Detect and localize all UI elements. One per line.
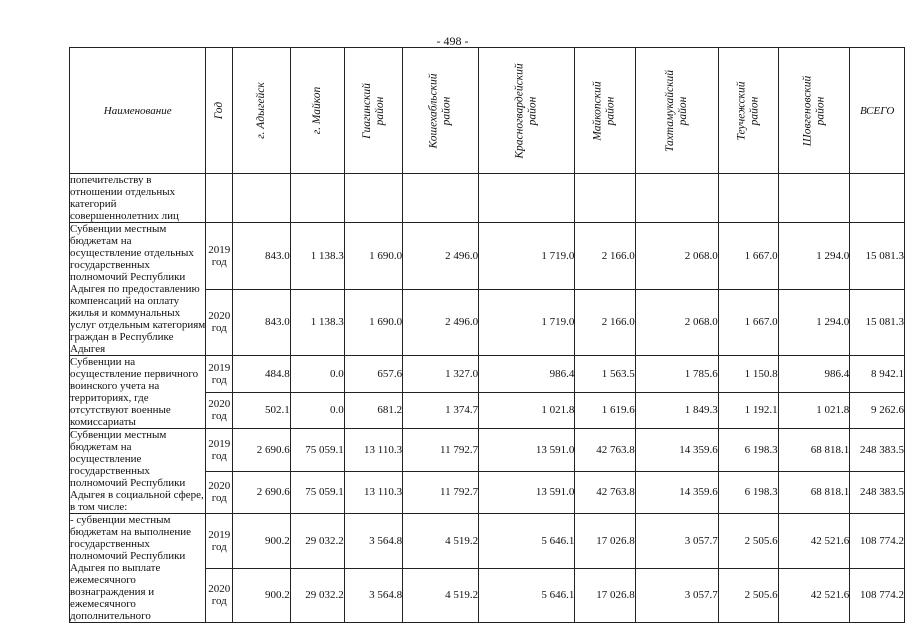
value-cell: 6 198.3: [718, 429, 778, 472]
value-cell: 29 032.2: [290, 568, 344, 623]
total-cell: 8 942.1: [850, 356, 905, 393]
table-row: [70, 174, 905, 223]
value-cell: 3 564.8: [344, 514, 402, 569]
value-cell: 29 032.2: [290, 514, 344, 569]
value-cell: 1 138.3: [290, 223, 344, 290]
total-cell: 108 774.2: [850, 568, 905, 623]
value-cell: 3 057.7: [635, 568, 718, 623]
value-cell: 13 591.0: [479, 471, 575, 514]
value-cell: 1 294.0: [778, 223, 850, 290]
year-cell: 2020 год: [206, 289, 233, 356]
value-cell: 1 690.0: [344, 289, 402, 356]
value-cell: 14 359.6: [635, 471, 718, 514]
value-cell: 2 496.0: [403, 223, 479, 290]
value-cell: 75 059.1: [290, 471, 344, 514]
value-cell: 42 763.8: [575, 429, 635, 472]
row-name: Субвенции местным бюджетам на осуществление государственных полномочий Республики Адыгея в социальной сфере, в том числе:: [70, 429, 206, 514]
header-name: Наименование: [70, 48, 206, 174]
value-cell: 13 110.3: [344, 471, 402, 514]
year-cell: 2019 год: [206, 514, 233, 569]
value-cell: 1 667.0: [718, 289, 778, 356]
value-cell: 2 505.6: [718, 568, 778, 623]
header-total: ВСЕГО: [850, 48, 905, 174]
header-col-takhtamukaysky: Тахтамукайский район: [635, 48, 718, 174]
value-cell: 2 166.0: [575, 289, 635, 356]
value-cell: 4 519.2: [403, 568, 479, 623]
value-cell: 0.0: [290, 356, 344, 393]
value-cell: 1 192.1: [718, 392, 778, 429]
value-cell: 17 026.8: [575, 568, 635, 623]
value-cell: 1 021.8: [778, 392, 850, 429]
value-cell: 6 198.3: [718, 471, 778, 514]
value-cell: 13 591.0: [479, 429, 575, 472]
header-col-krasnogvardeysky: Красногвардейский район: [479, 48, 575, 174]
value-cell: 843.0: [233, 289, 291, 356]
row-name: Субвенции на осуществление первичного воинского учета на территориях, где отсутствуют военные комиссариаты: [70, 356, 206, 429]
total-cell: 108 774.2: [850, 514, 905, 569]
header-year: Год: [206, 48, 233, 174]
header-col-maykopsky: Майкопский район: [575, 48, 635, 174]
value-cell: 900.2: [233, 514, 291, 569]
table-row: [70, 514, 905, 569]
row-name: - субвенции местным бюджетам на выполнение государственных полномочий Республики Адыгея по выплате ежемесячного вознаграждения и ежемесячного дополнительного: [70, 514, 206, 623]
total-cell: 15 081.3: [850, 289, 905, 356]
page-number: - 498 -: [436, 34, 469, 48]
total-cell: 9 262.6: [850, 392, 905, 429]
value-cell: 11 792.7: [403, 471, 479, 514]
value-cell: 502.1: [233, 392, 291, 429]
table-row: [70, 429, 905, 472]
value-cell: 1 374.7: [403, 392, 479, 429]
value-cell: 14 359.6: [635, 429, 718, 472]
header-col-koshekhablsky: Кошехабльский район: [403, 48, 479, 174]
value-cell: 0.0: [290, 392, 344, 429]
year-cell: 2019 год: [206, 223, 233, 290]
value-cell: 42 763.8: [575, 471, 635, 514]
value-cell: 1 294.0: [778, 289, 850, 356]
value-cell: 1 785.6: [635, 356, 718, 393]
header-col-maykop: г. Майкоп: [290, 48, 344, 174]
value-cell: 843.0: [233, 223, 291, 290]
value-cell: 5 646.1: [479, 514, 575, 569]
value-cell: 13 110.3: [344, 429, 402, 472]
header-col-teuchezhsky: Теучежский район: [718, 48, 778, 174]
header-col-giaginsky: Гиагинский район: [344, 48, 402, 174]
table-row: [70, 356, 905, 393]
value-cell: 1 619.6: [575, 392, 635, 429]
value-cell: 2 690.6: [233, 471, 291, 514]
value-cell: 657.6: [344, 356, 402, 393]
value-cell: 1 021.8: [479, 392, 575, 429]
row-name: Субвенции местным бюджетам на осуществление отдельных государственных полномочий Республики Адыгея по предоставлению компенсаций на оплату жилья и коммунальных услуг отдельным категориям граждан в Республике Адыгея: [70, 223, 206, 355]
header-col-adygeysk: г. Адыгейск: [233, 48, 291, 174]
value-cell: 1 690.0: [344, 223, 402, 290]
value-cell: 681.2: [344, 392, 402, 429]
year-cell: 2019 год: [206, 429, 233, 472]
value-cell: 11 792.7: [403, 429, 479, 472]
value-cell: 2 068.0: [635, 289, 718, 356]
year-cell: 2019 год: [206, 356, 233, 393]
row-name: попечительству в отношении отдельных категорий совершеннолетних лиц: [70, 174, 206, 223]
value-cell: 3 564.8: [344, 568, 402, 623]
value-cell: 1 667.0: [718, 223, 778, 290]
value-cell: 484.8: [233, 356, 291, 393]
value-cell: 2 068.0: [635, 223, 718, 290]
value-cell: 1 327.0: [403, 356, 479, 393]
value-cell: 4 519.2: [403, 514, 479, 569]
value-cell: 1 563.5: [575, 356, 635, 393]
value-cell: 986.4: [778, 356, 850, 393]
value-cell: 2 496.0: [403, 289, 479, 356]
header-row: [70, 48, 905, 174]
total-cell: 15 081.3: [850, 223, 905, 290]
value-cell: 17 026.8: [575, 514, 635, 569]
value-cell: 5 646.1: [479, 568, 575, 623]
header-col-shovgenovsky: Шовгеновский район: [778, 48, 850, 174]
value-cell: 2 505.6: [718, 514, 778, 569]
value-cell: 1 719.0: [479, 223, 575, 290]
total-cell: 248 383.5: [850, 471, 905, 514]
value-cell: 2 690.6: [233, 429, 291, 472]
year-cell: 2020 год: [206, 471, 233, 514]
value-cell: 900.2: [233, 568, 291, 623]
value-cell: 986.4: [479, 356, 575, 393]
value-cell: 1 150.8: [718, 356, 778, 393]
value-cell: 42 521.6: [778, 514, 850, 569]
value-cell: 75 059.1: [290, 429, 344, 472]
table-row: [70, 223, 905, 290]
year-cell: 2020 год: [206, 568, 233, 623]
value-cell: 68 818.1: [778, 429, 850, 472]
value-cell: 1 849.3: [635, 392, 718, 429]
value-cell: 42 521.6: [778, 568, 850, 623]
budget-table: [69, 47, 905, 623]
value-cell: 2 166.0: [575, 223, 635, 290]
value-cell: 1 719.0: [479, 289, 575, 356]
value-cell: 3 057.7: [635, 514, 718, 569]
value-cell: 1 138.3: [290, 289, 344, 356]
year-cell: 2020 год: [206, 392, 233, 429]
total-cell: 248 383.5: [850, 429, 905, 472]
value-cell: 68 818.1: [778, 471, 850, 514]
